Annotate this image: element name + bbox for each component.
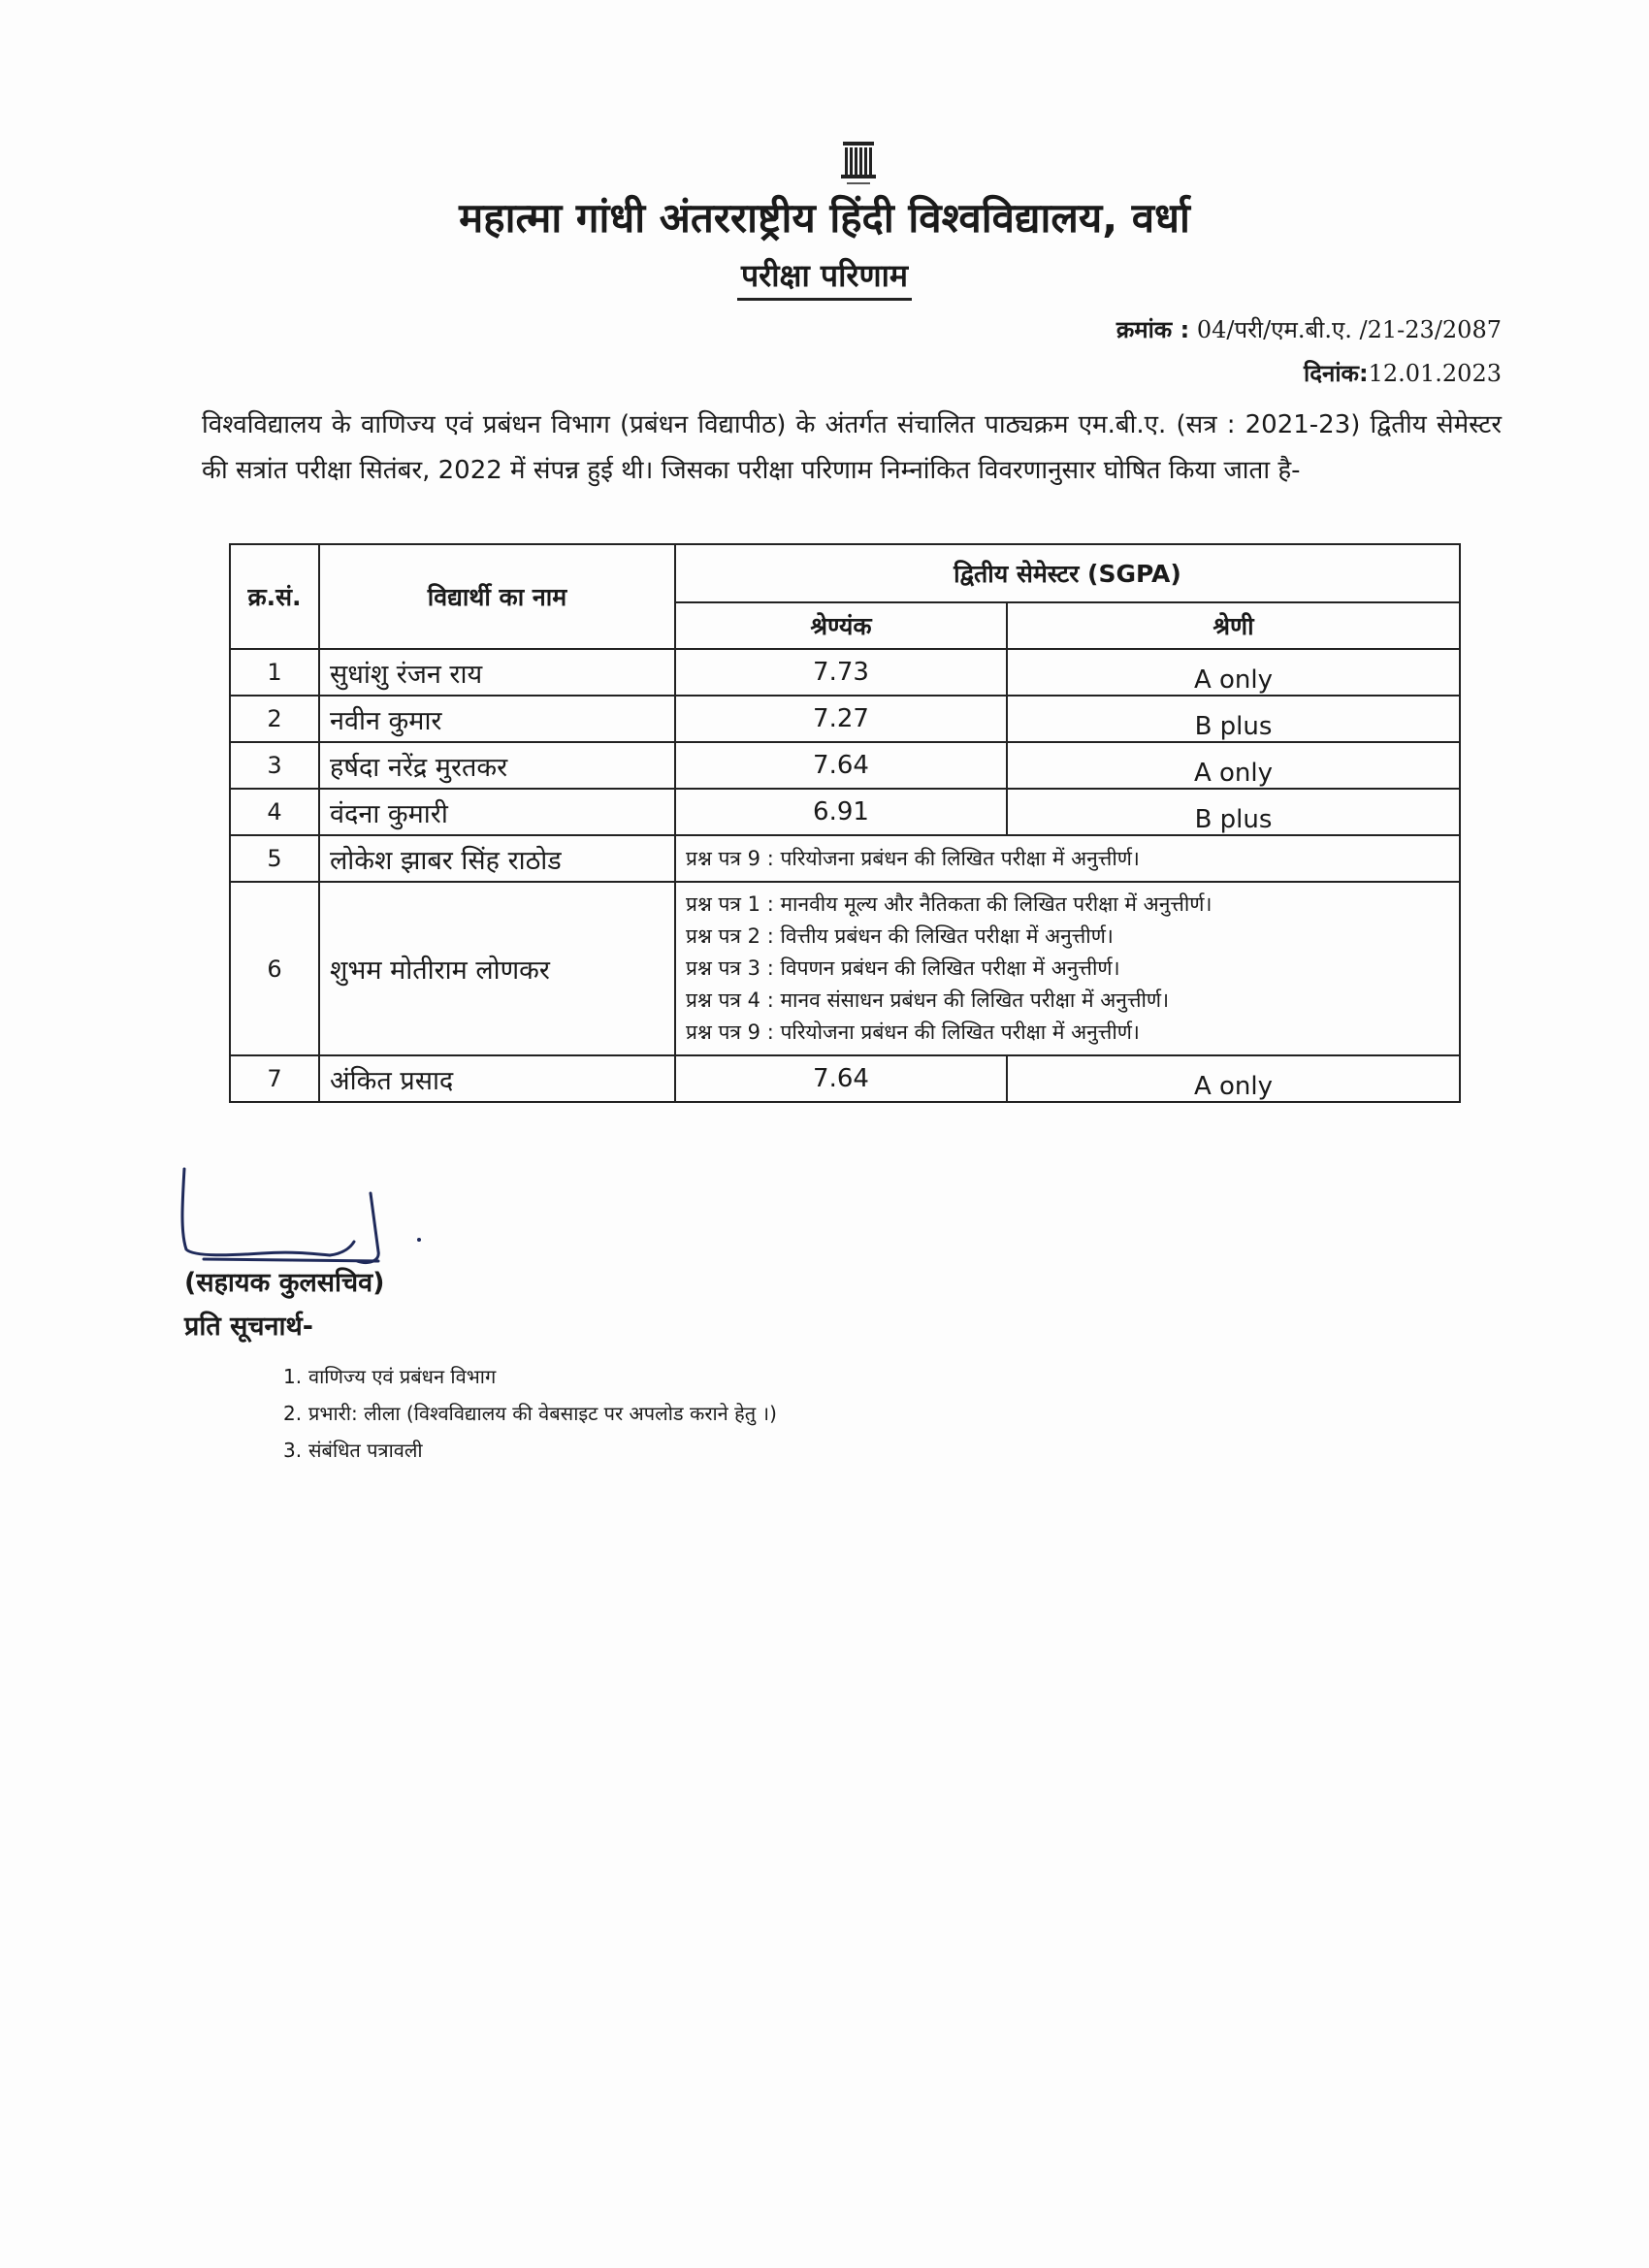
col-group-header: द्वितीय सेमेस्टर (SGPA) [675, 544, 1460, 602]
remark-line: प्रश्न पत्र 3 : विपणन प्रबंधन की लिखित परीक्षा में अनुत्तीर्ण। [686, 956, 1120, 980]
col-grade-header: श्रेणी [1007, 602, 1460, 649]
table-header-row [230, 544, 1460, 602]
col-score-header: श्रेण्यंक [675, 602, 1007, 649]
student-name-cell: हर्षदा नरेंद्र मुरतकर [319, 742, 675, 789]
table-row [230, 696, 1460, 742]
col-serial-header: क्र.सं. [230, 544, 319, 649]
student-name-cell: अंकित प्रसाद [319, 1055, 675, 1102]
remark-line: प्रश्न पत्र 1 : मानवीय मूल्य और नैतिकता की लिखित परीक्षा में अनुत्तीर्ण। [686, 892, 1212, 916]
signer-title: (सहायक कुलसचिव) [184, 1268, 385, 1298]
table-row [230, 882, 1460, 1055]
intro-paragraph: विश्वविद्यालय के वाणिज्य एवं प्रबंधन विभाग (प्रबंधन विद्यापीठ) के अंतर्गत संचालित पाठ्यक्रम एम.बी.ए. (सत्र : 2021-23) द्वितीय सेमेस्टर की सत्रांत परीक्षा सितंबर, 2022 में संपन्न हुई थी। जिसका परीक्षा परिणाम निम्नांकित विवरणानुसार घोषित किया जाता है- [202, 410, 1502, 485]
remark-cell [675, 835, 1460, 882]
score-cell: 7.73 [675, 649, 1007, 696]
reference-value: 04/परी/एम.बी.ए. /21-23/2087 [1196, 316, 1502, 343]
grade-cell: A only [1007, 742, 1460, 789]
reference-number [1116, 313, 1502, 345]
serial-cell: 3 [230, 742, 319, 789]
list-number: 3. [283, 1439, 303, 1462]
student-name-cell: शुभम मोतीराम लोणकर [319, 882, 675, 1055]
table-row [230, 835, 1460, 882]
list-text: संबंधित पत्रावली [308, 1439, 423, 1462]
remark-line: प्रश्न पत्र 2 : वित्तीय प्रबंधन की लिखित परीक्षा में अनुत्तीर्ण। [686, 924, 1114, 948]
serial-cell: 7 [230, 1055, 319, 1102]
remark-line: प्रश्न पत्र 9 : परियोजना प्रबंधन की लिखित परीक्षा में अनुत्तीर्ण। [686, 846, 1140, 870]
grade-cell: B plus [1007, 696, 1460, 742]
remark-line: प्रश्न पत्र 4 : मानव संसाधन प्रबंधन की लिखित परीक्षा में अनुत्तीर्ण। [686, 988, 1170, 1012]
grade-cell: B plus [1007, 789, 1460, 835]
date-label: दिनांक: [1304, 360, 1369, 387]
document-title [0, 254, 1649, 296]
list-item [283, 1395, 777, 1432]
student-name-cell: वंदना कुमारी [319, 789, 675, 835]
score-cell: 7.64 [675, 742, 1007, 789]
list-item [283, 1432, 777, 1469]
student-name-cell: नवीन कुमार [319, 696, 675, 742]
col-name-header: विद्यार्थी का नाम [319, 544, 675, 649]
document-title-text: परीक्षा परिणाम [737, 257, 912, 301]
serial-cell: 2 [230, 696, 319, 742]
serial-cell: 4 [230, 789, 319, 835]
list-number: 1. [283, 1365, 303, 1388]
list-text: वाणिज्य एवं प्रबंधन विभाग [308, 1365, 497, 1388]
table-row [230, 742, 1460, 789]
list-item [283, 1358, 777, 1395]
serial-cell: 5 [230, 835, 319, 882]
remark-cell [675, 882, 1460, 1055]
student-name-cell: लोकेश झाबर सिंह राठोड [319, 835, 675, 882]
score-cell: 6.91 [675, 789, 1007, 835]
remark-line: प्रश्न पत्र 9 : परियोजना प्रबंधन की लिखित परीक्षा में अनुत्तीर्ण। [686, 1021, 1140, 1044]
table-row [230, 1055, 1460, 1102]
issue-date [1304, 357, 1502, 389]
table-row [230, 649, 1460, 696]
serial-cell: 1 [230, 649, 319, 696]
score-cell: 7.64 [675, 1055, 1007, 1102]
date-value: 12.01.2023 [1368, 360, 1502, 387]
reference-label: क्रमांक : [1116, 316, 1190, 343]
university-logo-icon [829, 136, 888, 194]
score-cell: 7.27 [675, 696, 1007, 742]
grade-cell: A only [1007, 1055, 1460, 1102]
university-name: महात्मा गांधी अंतरराष्ट्रीय हिंदी विश्वविद्यालय, वर्धा [459, 194, 1190, 242]
results-table [229, 543, 1461, 1103]
list-text: प्रभारी: लीला (विश्वविद्यालय की वेबसाइट पर अपलोड कराने हेतु ।) [308, 1402, 777, 1425]
grade-cell: A only [1007, 649, 1460, 696]
serial-cell: 6 [230, 882, 319, 1055]
table-row [230, 789, 1460, 835]
copy-to-list [283, 1358, 777, 1469]
copy-to-heading: प्रति सूचनार्थ- [184, 1312, 313, 1342]
student-name-cell: सुधांशु रंजन राय [319, 649, 675, 696]
list-number: 2. [283, 1402, 303, 1425]
